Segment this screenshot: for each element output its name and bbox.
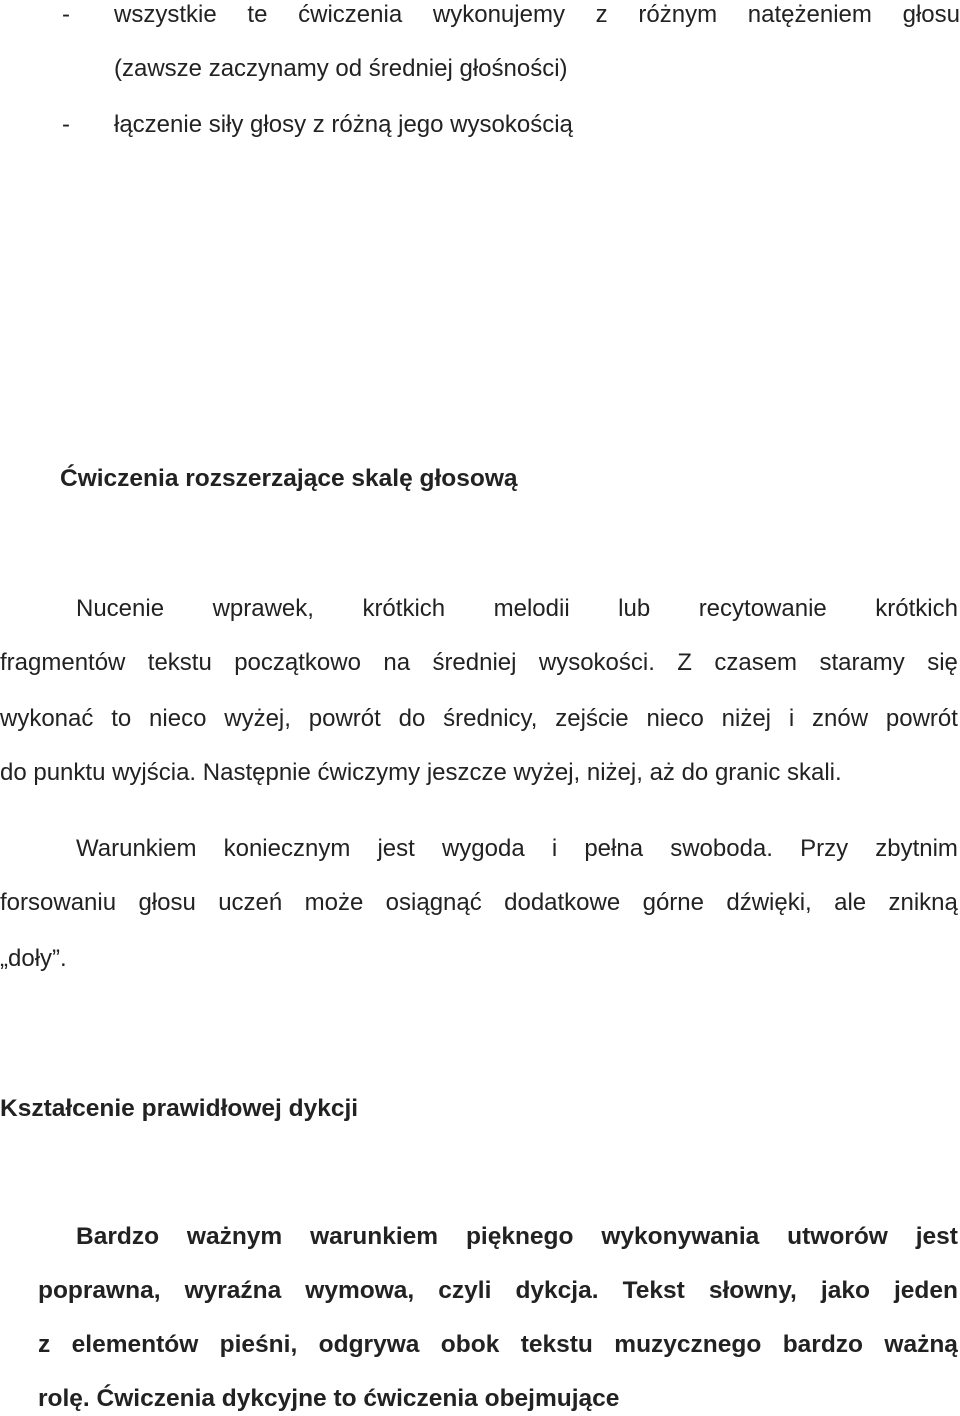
section-heading-voice-range: Ćwiczenia rozszerzające skalę głosową [60, 465, 518, 492]
list-item-1-line-1 [114, 0, 960, 30]
section1-para1-line-2: fragmentów tekstu początkowo na średniej wysokości. Z czasem staramy się [0, 649, 958, 676]
section2-para-line-4: rolę. Ćwiczenia dykcyjne to ćwiczenia obejmujące [38, 1385, 620, 1412]
section1-para2-line-3: „doły”. [0, 945, 67, 972]
section2-para-line-2: poprawna, wyraźna wymowa, czyli dykcja. Tekst słowny, jako jeden [38, 1277, 958, 1304]
section1-para1-line-4: do punktu wyjścia. Następnie ćwiczymy jeszcze wyżej, niżej, aż do granic skali. [0, 759, 842, 786]
section1-para2-line-1: Warunkiem koniecznym jest wygoda i pełna swoboda. Przy zbytnim [76, 835, 958, 862]
list-item-1-text: wszystkie te ćwiczenia wykonujemy z różnym natężeniem głosu [114, 1, 960, 28]
section1-para1-line-1: Nucenie wprawek, krótkich melodii lub recytowanie krótkich [76, 595, 958, 622]
section2-para-line-1: Bardzo ważnym warunkiem pięknego wykonywania utworów jest [76, 1223, 958, 1250]
section1-para1-line-3: wykonać to nieco wyżej, powrót do średnicy, zejście nieco niżej i znów powrót [0, 705, 958, 732]
list-dash-1: - [62, 1, 70, 28]
list-dash-2: - [62, 111, 70, 138]
list-item-1-line-2: (zawsze zaczynamy od średniej głośności) [114, 55, 568, 82]
list-item-2: łączenie siły głosy z różną jego wysokością [114, 111, 573, 138]
section1-para2-line-2: forsowaniu głosu uczeń może osiągnąć dodatkowe górne dźwięki, ale znikną [0, 889, 958, 916]
section2-para-line-3: z elementów pieśni, odgrywa obok tekstu muzycznego bardzo ważną [38, 1331, 958, 1358]
section-heading-diction: Kształcenie prawidłowej dykcji [0, 1095, 359, 1122]
